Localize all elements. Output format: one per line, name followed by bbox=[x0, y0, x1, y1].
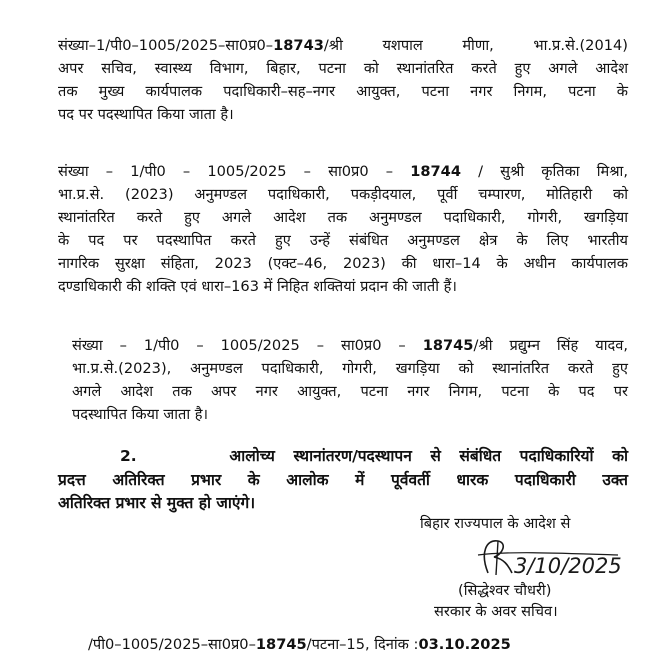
para4-line-1: 2. आलोच्य स्थानांतरण/पदस्थापन से संबंधित पदाधिकारियों को bbox=[58, 445, 628, 469]
para3-line-1: संख्या – 1/पी0 – 1005/2025 – सा0प्र0 – 18745/श्री प्रद्युम्न सिंह यादव, bbox=[72, 337, 628, 354]
para2-line-2: भा.प्र.से. (2023) अनुमण्डल पदाधिकारी, पकड़ीदयाल, पूर्वी चम्पारण, मोतिहारी को bbox=[58, 186, 628, 203]
signoff-text: बिहार राज्यपाल के आदेश से bbox=[420, 515, 571, 532]
para3-line-3: अगले आदेश तक अपर नगर आयुक्त, पटना नगर निगम, पटना के पद पर bbox=[72, 383, 628, 400]
handwritten-date: 3/10/2025 bbox=[514, 554, 622, 578]
signatory-name: (सिद्धेश्वर चौधरी) bbox=[458, 582, 552, 599]
order-paragraph-3 bbox=[72, 334, 628, 426]
order-number: 18745 bbox=[422, 337, 474, 354]
para2-line-4: के पद पर पदस्थापित करते हुए उन्हें संबंधित अनुमण्डल क्षेत्र के लिए भारतीय bbox=[58, 232, 628, 249]
reference-footer: /पी0–1005/2025–सा0प्र0–18745/पटना–15, दिनांक :03.10.2025 bbox=[88, 636, 511, 653]
para1-line-3: तक मुख्य कार्यपालक पदाधिकारी–सह–नगर आयुक्त, पटना नगर निगम, पटना के bbox=[58, 83, 628, 100]
relief-clause-paragraph bbox=[58, 445, 628, 516]
signatory-designation: सरकार के अवर सचिव। bbox=[434, 603, 558, 620]
para1-line-2: अपर सचिव, स्वास्थ्य विभाग, बिहार, पटना को स्थानांतरित करते हुए अगले आदेश bbox=[58, 60, 628, 77]
order-number: 18744 bbox=[410, 163, 461, 180]
para2-line-6: दण्डाधिकारी की शक्ति एवं धारा–163 में निहित शक्तियां प्रदान की जाती हैं। bbox=[58, 278, 457, 295]
para2-line-1: संख्या – 1/पी0 – 1005/2025 – सा0प्र0 – 18744 / सुश्री कृतिका मिश्रा, bbox=[58, 163, 628, 180]
reference-date: 03.10.2025 bbox=[418, 636, 511, 653]
order-paragraph-2 bbox=[58, 160, 628, 298]
para2-line-5: नागरिक सुरक्षा संहिता, 2023 (एक्ट–46, 2023) की धारा–14 के अधीन कार्यपालक bbox=[58, 255, 628, 272]
para3-line-4: पदस्थापित किया जाता है। bbox=[72, 406, 209, 423]
para1-line-1: संख्या–1/पी0–1005/2025–सा0प्र0–18743/श्री यशपाल मीणा, भा.प्र.से.(2014) bbox=[58, 37, 628, 54]
paragraph-number: 2. bbox=[120, 447, 137, 465]
order-number: 18743 bbox=[273, 37, 324, 54]
para2-line-3: स्थानांतरित करते हुए अगले आदेश तक अनुमण्डल पदाधिकारी, गोगरी, खगड़िया bbox=[58, 209, 628, 226]
handwritten-signature bbox=[468, 533, 640, 581]
order-paragraph-1 bbox=[58, 34, 628, 126]
order-number: 18745 bbox=[255, 636, 307, 653]
para4-line-3: अतिरिक्त प्रभार से मुक्त हो जाएंगे। bbox=[58, 494, 256, 512]
para1-line-4: पद पर पदस्थापित किया जाता है। bbox=[58, 106, 234, 123]
para3-line-2: भा.प्र.से.(2023), अनुमण्डल पदाधिकारी, गोगरी, खगड़िया को स्थानांतरित करते हुए bbox=[72, 360, 628, 377]
para4-line-2: प्रदत्त अतिरिक्त प्रभार के आलोक में पूर्ववर्ती धारक पदाधिकारी उक्त bbox=[58, 470, 628, 489]
